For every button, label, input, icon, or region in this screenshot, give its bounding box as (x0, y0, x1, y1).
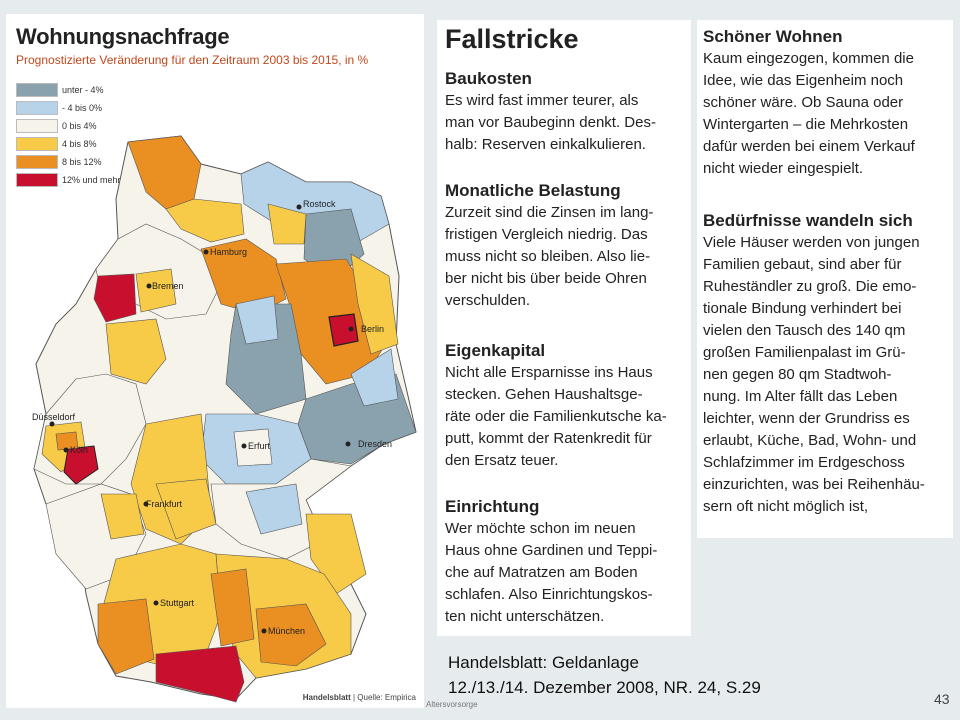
article-section-beduerfnisse (703, 210, 949, 518)
city-marker (297, 205, 302, 210)
legend-item (16, 172, 121, 188)
legend-label: unter - 4% (62, 85, 104, 95)
section-line: schlafen. Also Einrichtungskos- (445, 586, 653, 603)
section-heading: Bedürfnisse wandeln sich (703, 211, 913, 230)
section-line: vielen den Tausch des 140 qm (703, 322, 906, 339)
section-line: Viele Häuser werden von jungen (703, 234, 920, 251)
section-line: Kaum eingezogen, kommen die (703, 50, 914, 67)
legend-label: 8 bis 12% (62, 157, 102, 167)
section-line: che auf Matratzen am Boden (445, 564, 638, 581)
citation-line-1: Handelsblatt: Geldanlage (448, 653, 639, 672)
section-line: stecken. Gehen Haushaltsge- (445, 386, 643, 403)
article-section-schoener-wohnen (703, 26, 949, 180)
section-line: erlaubt, Küche, Bad, Wohn- und (703, 432, 917, 449)
section-line: Ruheständler zu groß. Die emo- (703, 278, 917, 295)
section-heading: Baukosten (445, 69, 532, 88)
map-figure (6, 14, 424, 708)
article-section-baukosten (445, 68, 687, 156)
section-heading: Eigenkapital (445, 341, 546, 360)
city-label-erfurt: Erfurt (248, 441, 271, 451)
map-subtitle: Prognostizierte Veränderung für den Zeitraum 2003 bis 2015, in % (16, 53, 369, 67)
legend-swatch (16, 119, 58, 133)
city-marker (147, 284, 152, 289)
section-line: Haus ohne Gardinen und Teppi- (445, 542, 658, 559)
section-line: nung. Im Alter fällt das Leben (703, 388, 898, 405)
section-line: muss nicht so bleiben. Also lie- (445, 248, 651, 265)
section-line: Nicht alle Ersparnisse ins Haus (445, 364, 653, 381)
legend-item (16, 118, 121, 134)
article-section-belastung (445, 180, 687, 312)
section-line: schöner wäre. Ob Sauna oder (703, 94, 904, 111)
section-line: fristigen Vergleich niedrig. Das (445, 226, 648, 243)
fallstricke-title: Fallstricke (445, 24, 579, 54)
source-text: | Quelle: Empirica (353, 693, 416, 702)
map-source (303, 693, 416, 702)
section-line: dafür werden bei einem Verkauf (703, 138, 915, 155)
legend-item (16, 82, 121, 98)
city-label-koeln: Köln (70, 445, 89, 455)
section-line: man vor Baubeginn denkt. Des- (445, 114, 656, 131)
fallstricke-article (437, 20, 691, 636)
city-marker (346, 442, 351, 447)
legend-swatch (16, 173, 58, 187)
legend-label: 12% und mehr (62, 175, 121, 185)
page-number: 43 (934, 691, 950, 707)
section-heading: Monatliche Belastung (445, 181, 621, 200)
section-line: räte oder die Familienkutsche ka- (445, 408, 667, 425)
legend-swatch (16, 101, 58, 115)
map-region (329, 314, 358, 346)
citation (448, 650, 761, 700)
city-marker (154, 601, 159, 606)
city-label-muenchen: München (268, 626, 306, 636)
section-line: Zurzeit sind die Zinsen im lang- (445, 204, 654, 221)
article-section-einrichtung (445, 496, 687, 628)
city-label-duesseldorf: Düsseldorf (32, 412, 76, 422)
section-line: putt, kommt der Ratenkredit für (445, 430, 652, 447)
city-label-stuttgart: Stuttgart (160, 598, 195, 608)
city-marker (242, 444, 247, 449)
city-marker (204, 250, 209, 255)
legend-swatch (16, 155, 58, 169)
city-label-bremen: Bremen (152, 281, 184, 291)
city-label-hamburg: Hamburg (210, 247, 248, 257)
section-line: einzurichten, was bei Reihenhäu- (703, 476, 925, 493)
city-marker (64, 448, 69, 453)
article-section-eigenkapital (445, 340, 687, 472)
city-marker (349, 327, 354, 332)
section-line: halb: Reserven einkalkulieren. (445, 136, 646, 153)
legend-swatch (16, 83, 58, 97)
section-line: ber nicht bis über beide Ohren (445, 270, 647, 287)
section-line: Familien gebaut, sind aber für (703, 256, 902, 273)
legend-label: 4 bis 8% (62, 139, 97, 149)
section-line: Es wird fast immer teurer, als (445, 92, 639, 109)
city-label-dresden: Dresden (358, 439, 393, 449)
section-line: tionale Bindung verhindert bei (703, 300, 902, 317)
section-line: nen gegen 80 qm Stadtwoh- (703, 366, 892, 383)
section-line: großen Familienpalast im Grü- (703, 344, 906, 361)
section-line: Schlafzimmer im Erdgeschoss (703, 454, 905, 471)
legend-label: 0 bis 4% (62, 121, 97, 131)
legend-item (16, 136, 121, 152)
city-marker (262, 629, 267, 634)
city-label-berlin: Berlin (361, 324, 385, 334)
map-legend (16, 82, 121, 190)
section-line: Wer möchte schon im neuen (445, 520, 636, 537)
city-marker (50, 422, 55, 427)
section-line: ten nicht unterschätzen. (445, 608, 605, 625)
citation-line-2: 12./13./14. Dezember 2008, NR. 24, S.29 (448, 678, 761, 697)
section-line: verschulden. (445, 292, 531, 309)
wohnen-article (697, 20, 953, 538)
legend-label: - 4 bis 0% (62, 103, 103, 113)
section-line: Idee, wie das Eigenheim noch (703, 72, 904, 89)
legend-swatch (16, 137, 58, 151)
city-label-frankfurt: Frankfurt (146, 499, 183, 509)
footer-label: Altersvorsorge (426, 700, 478, 709)
source-publisher: Handelsblatt (302, 693, 351, 702)
section-line: nicht wieder eingespielt. (703, 160, 864, 177)
city-label-rostock: Rostock (303, 199, 336, 209)
section-heading: Schöner Wohnen (703, 27, 843, 46)
section-line: Wintergarten – die Mehrkosten (703, 116, 909, 133)
section-line: den Ersatz teuer. (445, 452, 559, 469)
map-title: Wohnungsnachfrage (16, 24, 230, 49)
legend-item (16, 100, 121, 116)
section-heading: Einrichtung (445, 497, 540, 516)
legend-item (16, 154, 121, 170)
section-line: leichter, wenn der Grundriss es (703, 410, 910, 427)
section-line: sern oft nicht möglich ist, (703, 498, 869, 515)
